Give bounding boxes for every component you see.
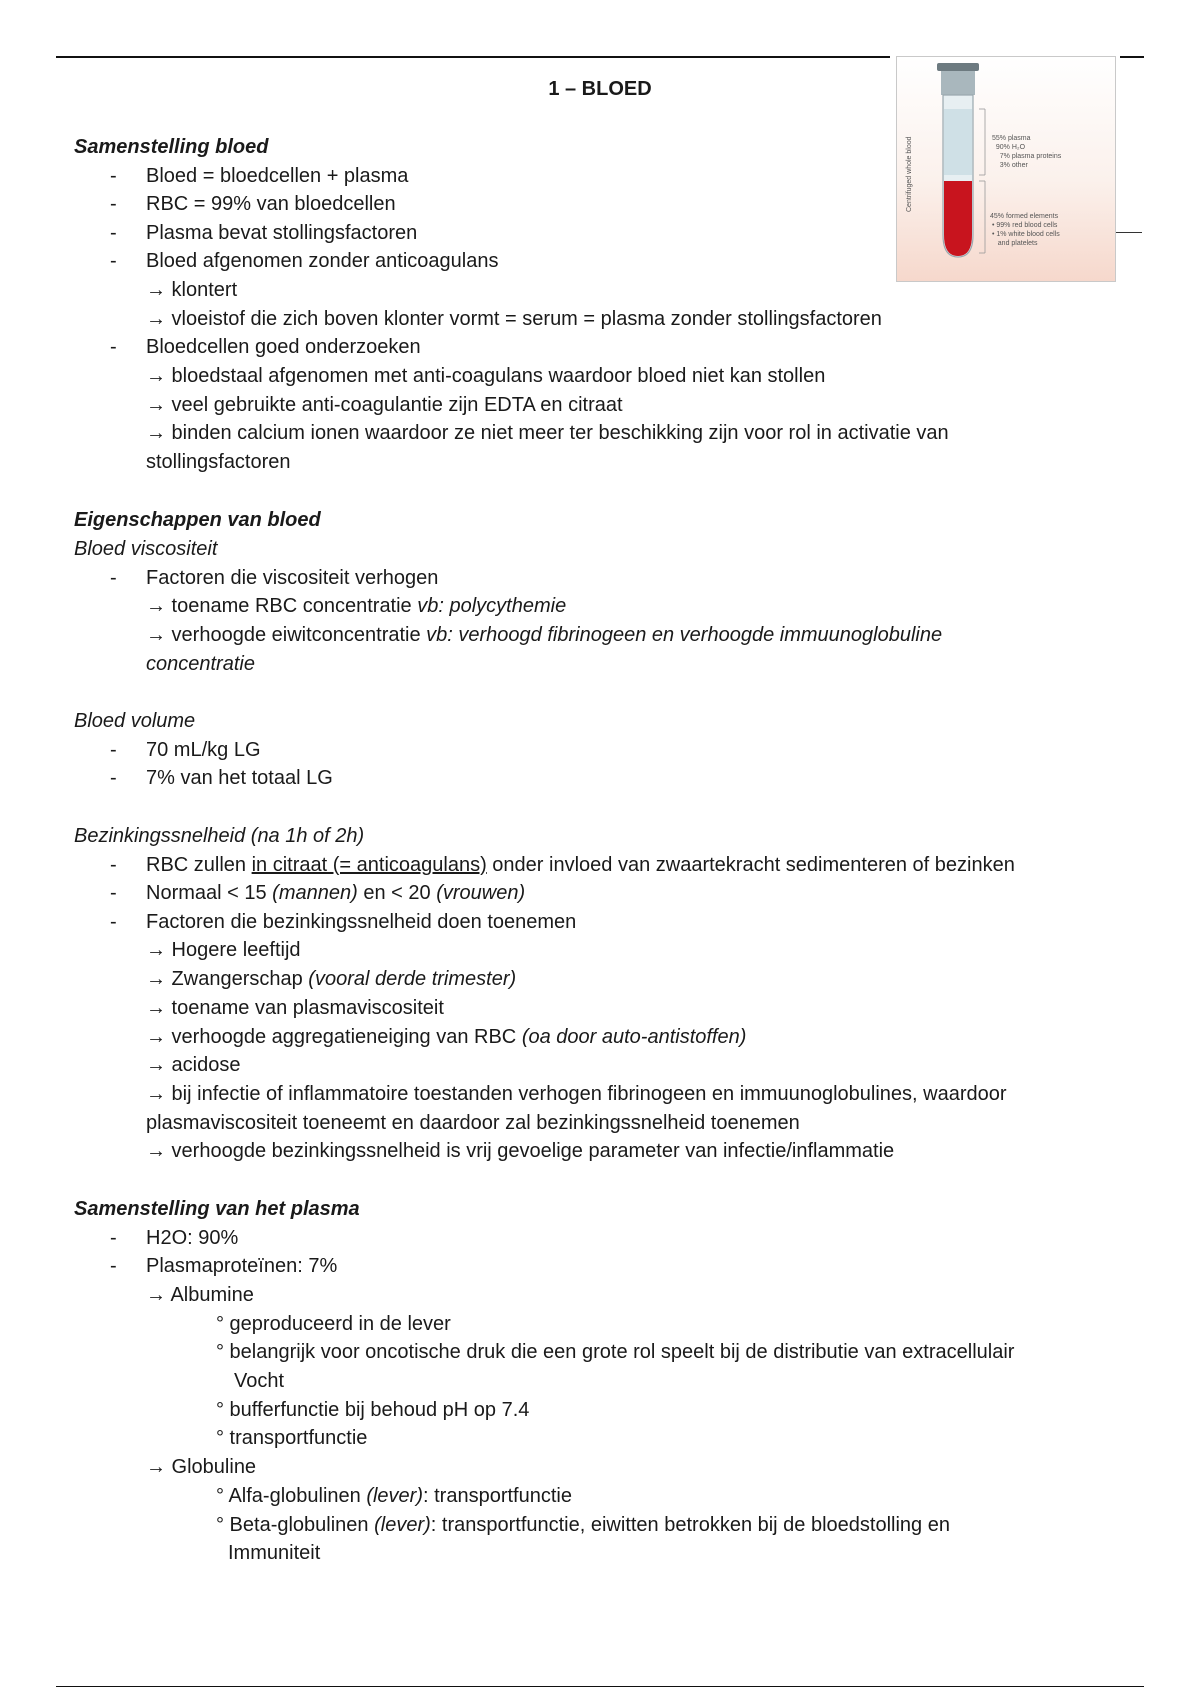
list-detail: ° bufferfunctie bij behoud pH op 7.4 xyxy=(216,1399,530,1421)
list-item: RBC = 99% van bloedcellen xyxy=(146,193,396,215)
list-subitem: → vloeistof die zich boven klonter vormt = serum = plasma zonder stollingsfactoren xyxy=(146,308,882,330)
list-item: Factoren die bezinkingssnelheid doen toenemen xyxy=(146,911,577,933)
list-detail-continued: Vocht xyxy=(234,1370,285,1392)
list-detail: ° transportfunctie xyxy=(216,1427,368,1449)
list-item: Plasmaproteïnen: 7% xyxy=(146,1255,338,1277)
page-title: 1 – BLOED xyxy=(548,78,652,100)
subsection-heading: Bloed volume xyxy=(74,710,196,732)
figure-pointer xyxy=(1116,232,1142,233)
list-detail: ° Alfa-globulinen (lever): transportfunctie xyxy=(216,1485,572,1507)
subsection-heading: Bloed viscositeit xyxy=(74,538,218,560)
list-detail: ° geproduceerd in de lever xyxy=(216,1313,451,1335)
figure-vertical-label: Centrifuged whole blood xyxy=(906,136,913,212)
list-subitem-continued: concentratie xyxy=(146,653,255,675)
list-subitem: → Globuline xyxy=(146,1456,257,1478)
bullet-dash: - xyxy=(110,882,117,904)
figure-cells-label: 45% formed elements • 99% red blood cells • 1% white blood cells and platelets xyxy=(990,213,1060,247)
bullet-dash: - xyxy=(110,193,117,215)
list-subitem: → verhoogde eiwitconcentratie vb: verhoogd fibrinogeen en verhoogde immuunoglobuline xyxy=(146,624,943,646)
section-heading: Samenstelling bloed xyxy=(74,136,269,158)
bullet-dash: - xyxy=(110,911,117,933)
top-rule-left xyxy=(56,56,890,58)
list-subitem: → Hogere leeftijd xyxy=(146,939,301,961)
list-subitem: → bloedstaal afgenomen met anti-coagulans waardoor bloed niet kan stollen xyxy=(146,365,826,387)
list-subitem: → toename van plasmaviscositeit xyxy=(146,997,444,1019)
list-item: RBC zullen in citraat (= anticoagulans) onder invloed van zwaartekracht sedimenteren of bezinken xyxy=(146,854,1015,876)
list-subitem-continued: stollingsfactoren xyxy=(146,451,291,473)
list-subitem: → acidose xyxy=(146,1054,241,1076)
list-detail: ° belangrijk voor oncotische druk die een grote rol speelt bij de distributie van extracellulair xyxy=(216,1341,1015,1363)
list-subitem: → binden calcium ionen waardoor ze niet meer ter beschikking zijn voor rol in activatie van xyxy=(146,422,949,444)
list-item: Bloed = bloedcellen + plasma xyxy=(146,165,409,187)
list-subitem-continued: plasmaviscositeit toeneemt en daardoor zal bezinkingssnelheid toenemen xyxy=(146,1112,800,1134)
bullet-dash: - xyxy=(110,1255,117,1277)
list-item: H2O: 90% xyxy=(146,1227,239,1249)
bullet-dash: - xyxy=(110,165,117,187)
bullet-dash: - xyxy=(110,250,117,272)
tube-cap-neck xyxy=(941,71,975,95)
list-subitem: → toename RBC concentratie vb: polycythemie xyxy=(146,595,567,617)
red-cell-layer xyxy=(944,181,972,256)
list-item: Bloedcellen goed onderzoeken xyxy=(146,336,421,358)
list-item: 7% van het totaal LG xyxy=(146,767,333,789)
list-subitem: → Zwangerschap (vooral derde trimester) xyxy=(146,968,517,990)
list-item: Factoren die viscositeit verhogen xyxy=(146,567,439,589)
bullet-dash: - xyxy=(110,222,117,244)
plasma-layer xyxy=(944,109,972,175)
bullet-dash: - xyxy=(110,336,117,358)
list-item: Bloed afgenomen zonder anticoagulans xyxy=(146,250,499,272)
list-subitem: → klontert xyxy=(146,279,238,301)
subsection-heading: Bezinkingssnelheid (na 1h of 2h) xyxy=(74,825,365,847)
list-item: Normaal < 15 (mannen) en < 20 (vrouwen) xyxy=(146,882,526,904)
list-detail: ° Beta-globulinen (lever): transportfunctie, eiwitten betrokken bij de bloedstolling en xyxy=(216,1514,950,1536)
top-rule-right xyxy=(1120,56,1144,58)
list-item: 70 mL/kg LG xyxy=(146,739,261,761)
bullet-dash: - xyxy=(110,567,117,589)
list-subitem: → verhoogde bezinkingssnelheid is vrij gevoelige parameter van infectie/inflammatie xyxy=(146,1140,895,1162)
figure-plasma-label: 55% plasma 90% H₂O 7% plasma proteins 3% other xyxy=(992,135,1062,169)
list-subitem: → Albumine xyxy=(146,1284,254,1306)
tube-cap xyxy=(937,63,979,71)
section-heading: Eigenschappen van bloed xyxy=(74,509,321,531)
bullet-dash: - xyxy=(110,1227,117,1249)
list-subitem: → verhoogde aggregatieneiging van RBC (oa door auto-antistoffen) xyxy=(146,1026,747,1048)
bullet-dash: - xyxy=(110,739,117,761)
list-detail-continued: Immuniteit xyxy=(228,1542,321,1564)
list-item: Plasma bevat stollingsfactoren xyxy=(146,222,418,244)
bullet-dash: - xyxy=(110,767,117,789)
list-subitem: → bij infectie of inflammatoire toestanden verhogen fibrinogeen en immuunoglobulines, waardoor xyxy=(146,1083,1007,1105)
list-subitem: → veel gebruikte anti-coagulantie zijn EDTA en citraat xyxy=(146,394,623,416)
section-heading: Samenstelling van het plasma xyxy=(74,1198,360,1220)
bullet-dash: - xyxy=(110,854,117,876)
bottom-rule xyxy=(56,1686,1144,1687)
